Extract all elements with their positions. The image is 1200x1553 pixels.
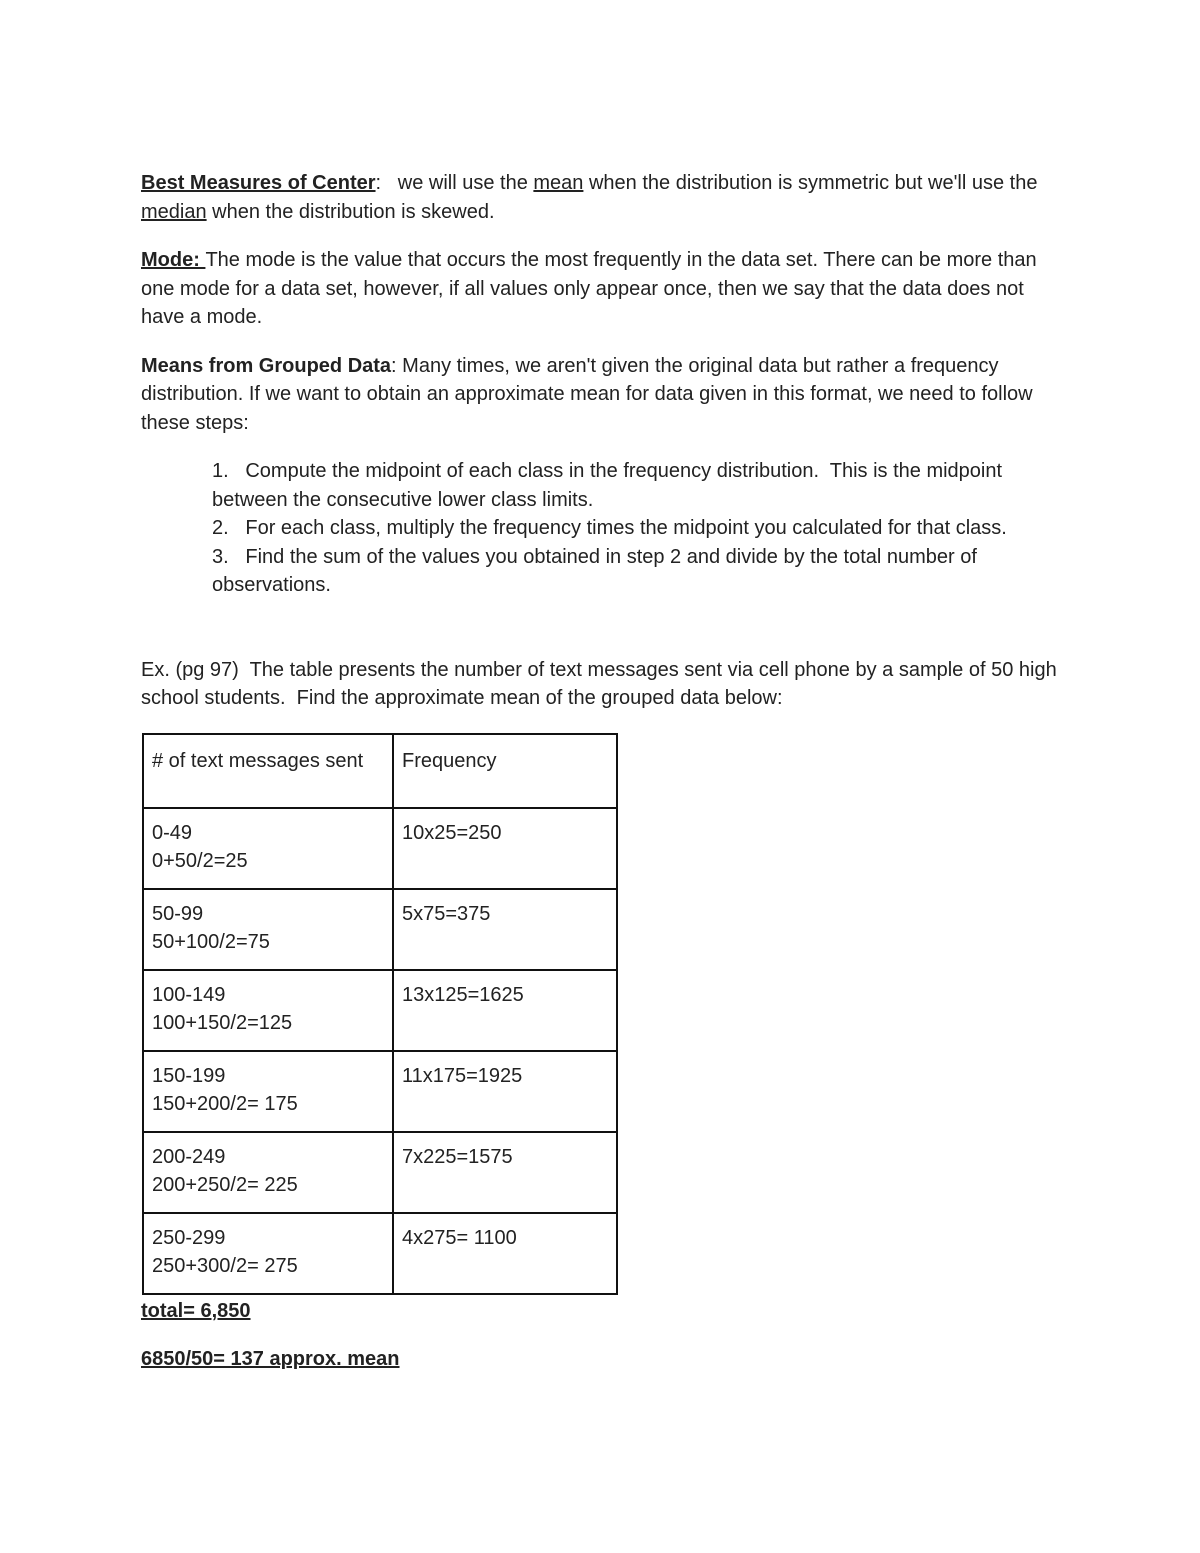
- table-header-row: [143, 734, 617, 808]
- product-cell: 13x125=1625: [393, 970, 617, 1051]
- class-range: 0-49: [152, 821, 193, 844]
- median-term: median: [141, 200, 207, 223]
- table-row: [143, 970, 617, 1051]
- steps-list: [212, 457, 1052, 600]
- center-text-1: we will use the: [381, 172, 534, 194]
- grouped-text: : Many times, we aren't given the original data but rather a frequency distribution. If we want to obtain an approximate mean for data given in this format, we need to follow these steps:: [141, 354, 1033, 434]
- class-range: 50-99: [152, 902, 204, 925]
- step-item: 3. Find the sum of the values you obtained in step 2 and divide by the total number of observations.: [212, 545, 983, 596]
- step-item: 2. For each class, multiply the frequency times the midpoint you calculated for that class.: [212, 517, 1007, 539]
- class-midpoint: 100+150/2=125: [152, 1012, 293, 1034]
- header-cell-frequency: Frequency: [393, 734, 617, 808]
- class-cell: [143, 1132, 393, 1213]
- grouped-paragraph: [141, 352, 1061, 438]
- class-midpoint: 0+50/2=25: [152, 850, 248, 872]
- step-item: 1. Compute the midpoint of each class in the frequency distribution. This is the midpoint between the consecutive lower class limits.: [212, 460, 1008, 511]
- mean-result-line: 6850/50= 137 approx. mean: [141, 1348, 400, 1370]
- spacer: [141, 600, 1061, 656]
- product-cell: 4x275= 1100: [393, 1213, 617, 1294]
- center-heading: Best Measures of Center: [141, 172, 376, 194]
- table-row: [143, 1051, 617, 1132]
- center-colon: :: [375, 172, 382, 194]
- document-page: [141, 169, 1061, 1374]
- class-range: 250-299: [152, 1226, 226, 1249]
- class-cell: [143, 970, 393, 1051]
- center-paragraph: [141, 169, 1061, 226]
- table-row: [143, 1132, 617, 1213]
- mode-text: The mode is the value that occurs the most frequently in the data set. There can be more than one mode for a data set, however, if all values only appear once, then we say that the data does not have a mode.: [141, 249, 1037, 328]
- class-range: 150-199: [152, 1064, 226, 1087]
- class-cell: [143, 808, 393, 889]
- product-cell: 11x175=1925: [393, 1051, 617, 1132]
- example-paragraph: Ex. (pg 97) The table presents the number of text messages sent via cell phone by a sample of 50 high school students. Find the approximate mean of the grouped data below:: [141, 658, 1063, 709]
- mean-term: mean: [533, 172, 584, 194]
- product-cell: 10x25=250: [393, 808, 617, 889]
- table-row: [143, 1213, 617, 1294]
- class-range: 200-249: [152, 1145, 226, 1168]
- class-midpoint: 50+100/2=75: [152, 931, 270, 953]
- class-cell: [143, 1051, 393, 1132]
- class-midpoint: 150+200/2= 175: [152, 1093, 298, 1115]
- product-cell: 5x75=375: [393, 889, 617, 970]
- class-midpoint: 200+250/2= 225: [152, 1174, 298, 1196]
- center-text-3: when the distribution is skewed.: [206, 200, 495, 223]
- mode-heading: Mode:: [141, 249, 206, 271]
- class-cell: [143, 889, 393, 970]
- table-row: [143, 808, 617, 889]
- center-text-2: when the distribution is symmetric but we'll use the: [583, 172, 1038, 194]
- class-midpoint: 250+300/2= 275: [152, 1255, 298, 1277]
- total-line: total= 6,850: [141, 1299, 251, 1322]
- product-cell: 7x225=1575: [393, 1132, 617, 1213]
- mode-paragraph: [141, 246, 1061, 332]
- class-range: 100-149: [152, 983, 226, 1006]
- grouped-heading: Means from Grouped Data: [141, 354, 392, 377]
- table-row: [143, 889, 617, 970]
- header-cell-messages: # of text messages sent: [143, 734, 393, 808]
- class-cell: [143, 1213, 393, 1294]
- frequency-table: [142, 733, 618, 1295]
